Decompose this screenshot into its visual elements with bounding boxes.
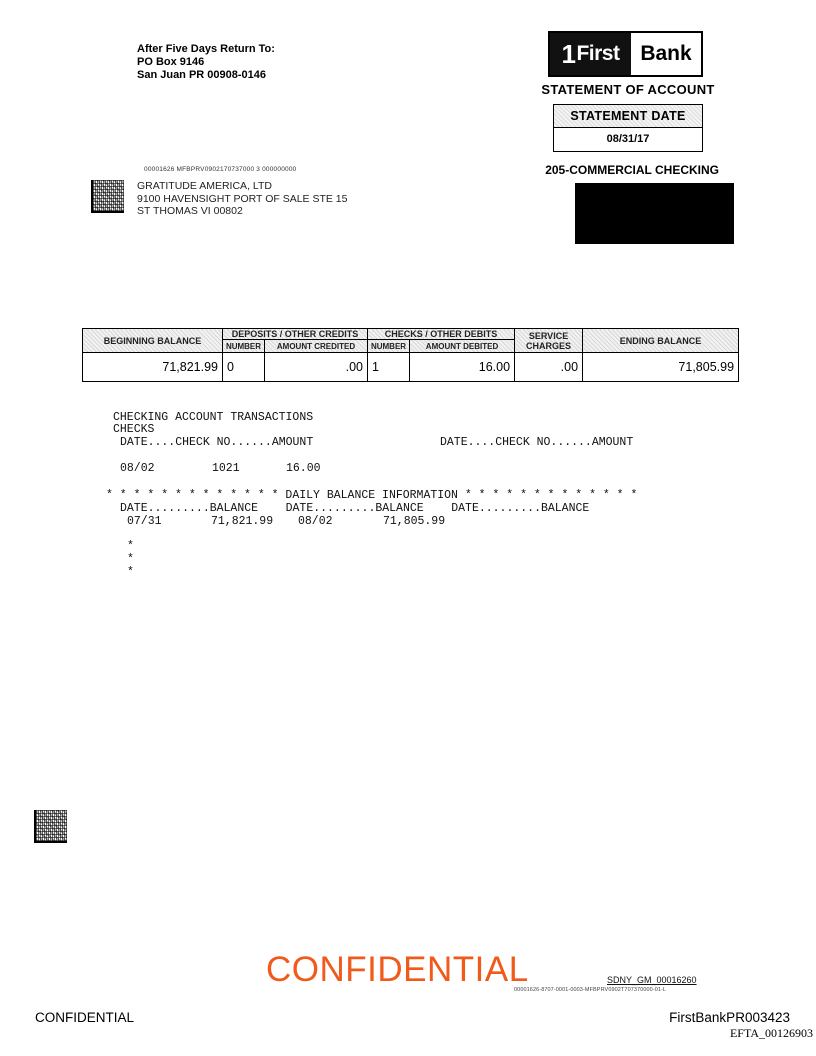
return-address-line1: After Five Days Return To:	[137, 43, 275, 55]
confidential-stamp: CONFIDENTIAL	[266, 950, 529, 989]
daily-row-1-date: 07/31	[127, 515, 162, 528]
mailing-address	[137, 180, 347, 218]
2d-barcode-icon	[91, 180, 124, 213]
statement-title: STATEMENT OF ACCOUNT	[541, 82, 715, 97]
account-type: 205-COMMERCIAL CHECKING	[545, 163, 719, 177]
logo-bank-text: Bank	[640, 42, 692, 65]
statement-date-value: 08/31/17	[606, 133, 650, 145]
header-deposits: DEPOSITS / OTHER CREDITS	[223, 329, 368, 340]
header-checks: CHECKS / OTHER DEBITS	[368, 329, 515, 340]
checks-header-right: DATE....CHECK NO......AMOUNT	[440, 436, 634, 449]
value-service-charges: .00	[515, 353, 583, 382]
daily-row-2-date: 08/02	[298, 515, 333, 528]
daily-balance-banner: * * * * * * * * * * * * * DAILY BALANCE INFORMATION * * * * * * * * * * * * *	[106, 489, 638, 502]
mail-code: 00001626 MFBPRV0902170737000 3 000000000	[144, 166, 297, 173]
check-row-number: 1021	[212, 462, 240, 475]
value-checks-number: 1	[368, 353, 410, 382]
account-summary-table	[82, 328, 739, 382]
statement-date-box	[553, 104, 703, 152]
daily-row-2-balance: 71,805.99	[383, 515, 446, 528]
value-checks-amount: 16.00	[410, 353, 515, 382]
header-deposits-amount: AMOUNT CREDITED	[265, 340, 368, 353]
sdny-id: SDNY_GM_00016260	[607, 975, 697, 985]
header-ending-balance: ENDING BALANCE	[583, 329, 739, 353]
value-beginning-balance: 71,821.99	[83, 353, 223, 382]
checks-label: CHECKS	[113, 423, 155, 436]
logo-first-text: First	[576, 42, 620, 65]
mailing-address-line1: GRATITUDE AMERICA, LTD	[137, 180, 272, 192]
value-ending-balance: 71,805.99	[583, 353, 739, 382]
first-bank-logo	[548, 31, 703, 77]
mailing-address-line3: ST THOMAS VI 00802	[137, 205, 243, 217]
daily-balance-header: DATE.........BALANCE DATE.........BALANCE DATE.........BALANCE	[120, 502, 590, 515]
return-address-line3: San Juan PR 00908-0146	[137, 69, 267, 81]
summary-values-row	[83, 353, 739, 382]
check-row-amount: 16.00	[286, 462, 321, 475]
statement-date-label: STATEMENT DATE	[554, 105, 702, 128]
check-row-date: 08/02	[120, 462, 155, 475]
value-deposits-amount: .00	[265, 353, 368, 382]
end-mark-1: *	[127, 540, 134, 553]
end-mark-2: *	[127, 553, 134, 566]
transactions-section-title: CHECKING ACCOUNT TRANSACTIONS	[113, 411, 314, 424]
header-deposits-number: NUMBER	[223, 340, 265, 353]
mailing-address-line2: 9100 HAVENSIGHT PORT OF SALE STE 15	[137, 192, 348, 205]
return-address-line2: PO Box 9146	[137, 56, 205, 68]
checks-header-left: DATE....CHECK NO......AMOUNT	[120, 436, 314, 449]
bates-number: FirstBankPR003423	[669, 1010, 790, 1025]
logo-one: 1	[561, 38, 576, 69]
efta-number: EFTA_00126903	[729, 1026, 813, 1040]
document-code: 00001626-8707-0001-0003-MFBPRV0902T707370000-01-L	[514, 987, 667, 993]
daily-row-1-balance: 71,821.99	[211, 515, 274, 528]
confidential-label: CONFIDENTIAL	[35, 1010, 135, 1025]
logo-first-block	[550, 33, 631, 75]
header-service-charges: SERVICE CHARGES	[515, 329, 583, 353]
value-deposits-number: 0	[223, 353, 265, 382]
redaction-block	[575, 183, 734, 244]
end-mark-3: *	[127, 566, 134, 579]
return-address	[137, 43, 275, 82]
header-checks-number: NUMBER	[368, 340, 410, 353]
header-checks-amount: AMOUNT DEBITED	[410, 340, 515, 353]
header-beginning-balance: BEGINNING BALANCE	[83, 329, 223, 353]
2d-barcode-icon	[34, 810, 67, 843]
